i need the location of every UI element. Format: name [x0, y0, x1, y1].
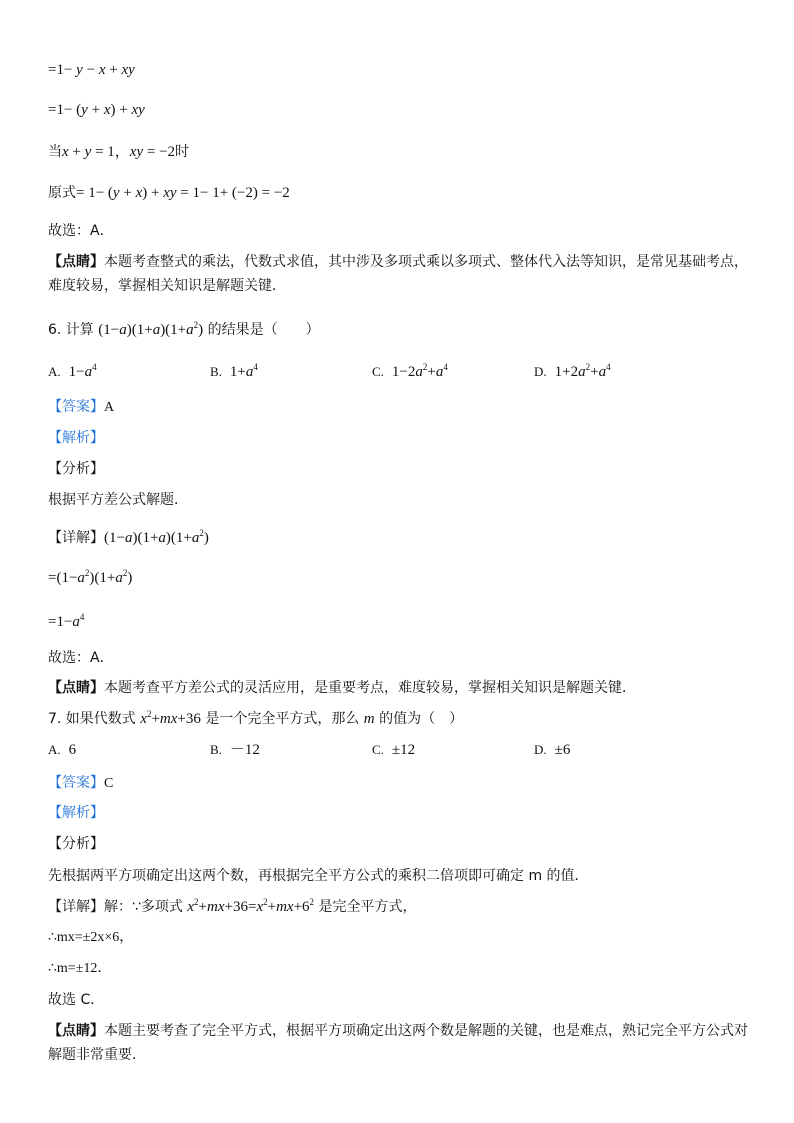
- prev-comment: 【点睛】本题考查整式的乘法，代数式求值，其中涉及多项式乘以多项式、整体代入法等知识，是常见基础考点，难度较易，掌握相关知识是解题关键．: [48, 254, 748, 294]
- q7-question: 7. 如果代数式 $x^2+mx+36$ 是一个完全平方式，那么 m 的值为（ ）: [48, 709, 464, 727]
- q6-comment: 【点睛】本题考查平方差公式的灵活应用，是重要考点，难度较易，掌握相关知识是解题关键．: [48, 680, 636, 696]
- q7-option-b: B. －12: [210, 742, 260, 758]
- q6-answer: 【答案】A: [48, 399, 115, 415]
- comment-tag: 【点睛】: [48, 254, 104, 270]
- q7-step-1: ∴mx=±2x×6，: [48, 930, 134, 945]
- q7-analysis-tag: 【解析】: [48, 805, 104, 821]
- q6-option-b: B. $1+a^4$: [210, 362, 258, 380]
- q7-option-d: D. ±6: [534, 742, 571, 758]
- q6-option-d: D. $1+2a^2+a^4$: [534, 362, 611, 380]
- q6-fenxi: 根据平方差公式解题．: [48, 492, 188, 508]
- q7-option-a: A. 6: [48, 742, 77, 758]
- q6-fenxi-tag: 【分析】: [48, 461, 104, 477]
- q6-option-a: A. $1-a^4$: [48, 362, 97, 380]
- q7-fenxi-tag: 【分析】: [48, 836, 104, 852]
- q7-answer: 【答案】C: [48, 775, 114, 791]
- q7-comment: 【点睛】本题主要考查了完全平方式，根据平方项确定出这两个数是解题的关键，也是难点，熟记完全平方公式对解题非常重要．: [48, 1023, 748, 1063]
- q6-detail-2: $=(1-a^2)(1+a^2)$: [48, 568, 133, 586]
- prev-choice: 故选：A．: [48, 223, 114, 239]
- q7-choice: 故选 C．: [48, 992, 105, 1008]
- prev-original-expression: 原式= 1− (y + x) + xy = 1− 1+ (−2) = −2: [48, 185, 290, 201]
- q6-question: 6. 计算 $(1-a)(1+a)(1+a^2)$ 的结果是（ ）: [48, 320, 320, 338]
- q7-option-c: C. ±12: [372, 742, 416, 758]
- prev-step-2: =1− (y + x) + xy: [48, 102, 145, 118]
- prev-step-1: =1− y − x + xy: [48, 62, 135, 78]
- q6-option-c: C. $1-2a^2+a^4$: [372, 362, 448, 380]
- prev-condition: 当x + y = 1，xy = −2时: [48, 144, 190, 160]
- q7-step-2: ∴m=±12．: [48, 961, 112, 976]
- q6-detail-3: $=1-a^4$: [48, 612, 85, 630]
- q7-fenxi: 先根据两平方项确定出这两个数，再根据完全平方公式的乘积二倍项即可确定 m 的值．: [48, 868, 589, 884]
- q7-detail: 【详解】解：∵多项式 $x^2+mx+36=x^2+mx+6^2$ 是完全平方式，: [48, 897, 417, 915]
- q6-choice: 故选：A．: [48, 650, 114, 666]
- q6-detail-1: 【详解】$(1-a)(1+a)(1+a^2)$: [48, 528, 209, 546]
- q6-analysis-tag: 【解析】: [48, 430, 104, 446]
